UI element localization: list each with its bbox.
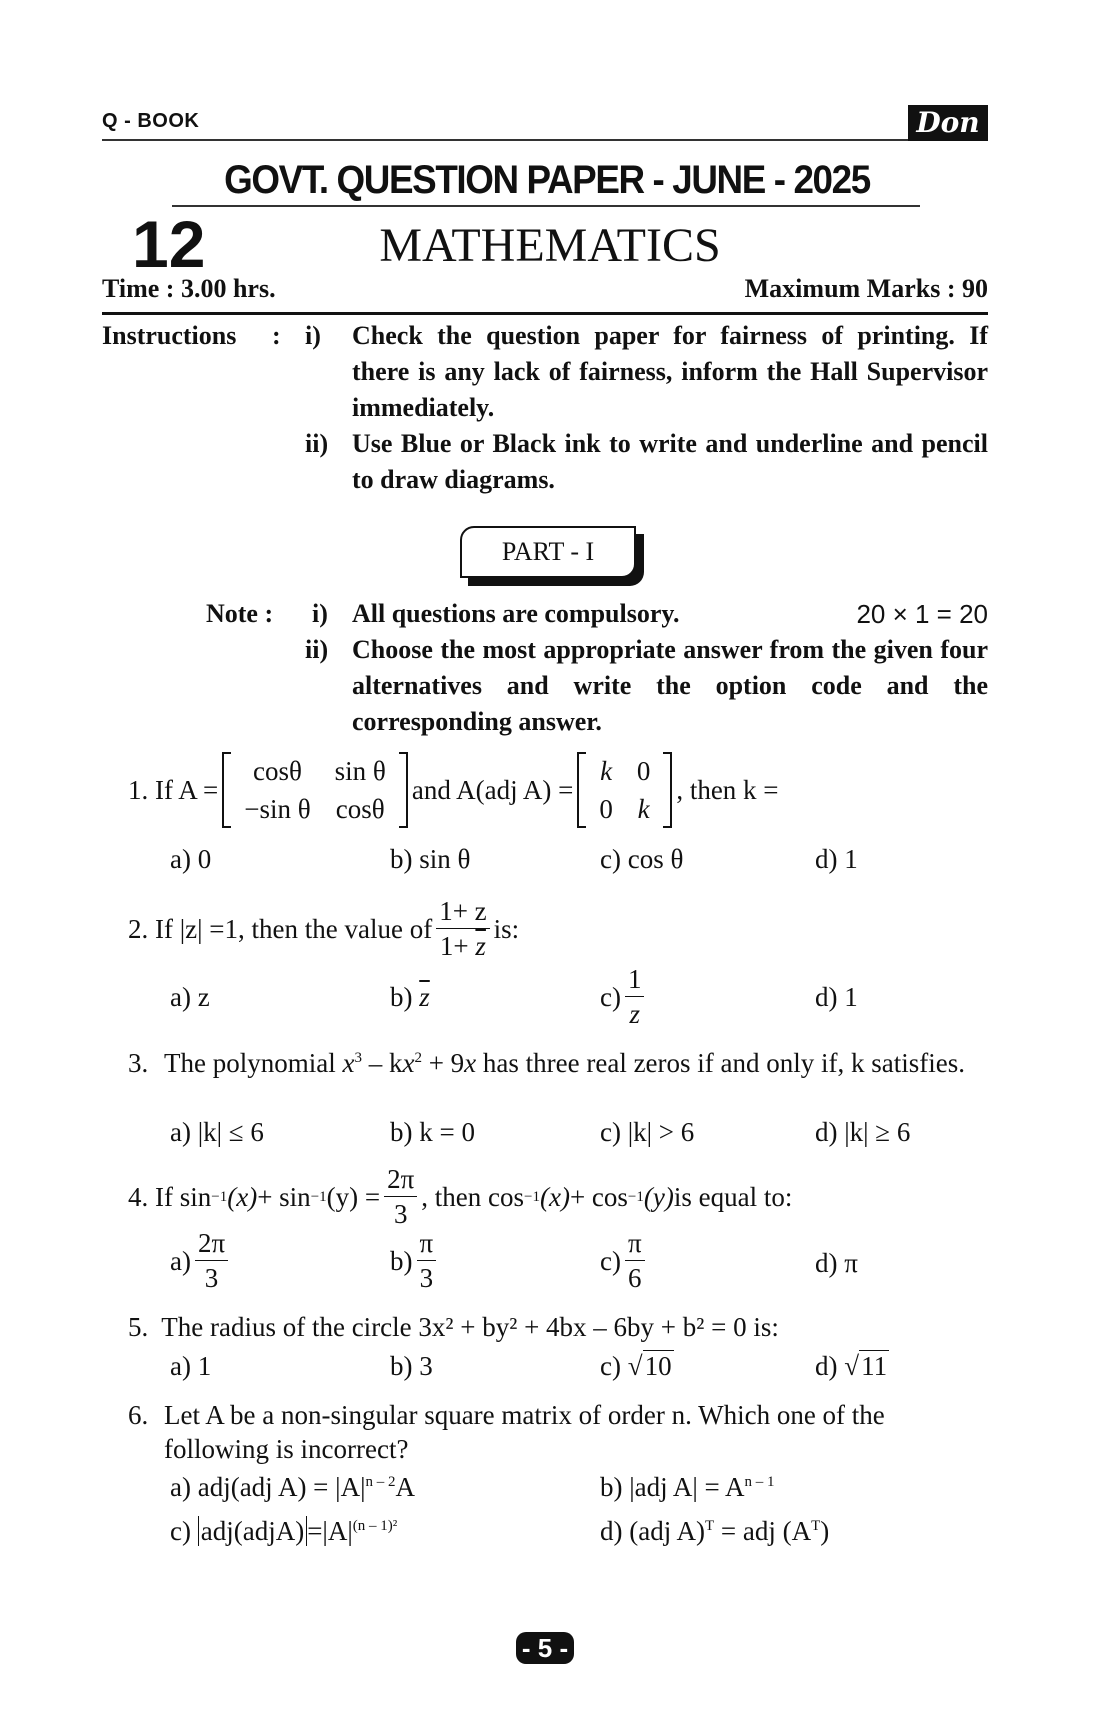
variable: x	[402, 1048, 415, 1078]
option-c: c) |k| > 6	[600, 1117, 695, 1147]
paper-title: GOVT. QUESTION PAPER - JUNE - 2025	[224, 158, 870, 202]
option-d: d) 1	[815, 844, 858, 874]
square-root: √11	[844, 1351, 888, 1381]
determinant: adj(adjA)	[198, 1516, 307, 1546]
fraction	[436, 896, 489, 961]
exponent: 2	[414, 1050, 422, 1066]
fraction	[417, 1228, 437, 1293]
option-d: d) |k| ≥ 6	[815, 1117, 911, 1147]
question-number: 3.	[128, 1048, 149, 1078]
exponent: T	[811, 1518, 821, 1534]
variable: (x)	[539, 1181, 570, 1212]
denominator-text: 1+	[439, 931, 476, 961]
note-item: All questions are compulsory.	[352, 599, 680, 628]
question-2	[128, 896, 519, 961]
option-label: a)	[170, 1245, 191, 1276]
question-number: 1.	[128, 775, 149, 805]
question-text: Let A be a non-singular square matrix of order n. Which one of the following is incorrect?	[164, 1400, 885, 1464]
text-segment: A	[395, 1472, 415, 1502]
question-number: 6.	[128, 1400, 149, 1430]
option-label: d)	[815, 1248, 838, 1278]
text-segment: =|A|	[307, 1516, 353, 1546]
matrix-cell: sin θ	[334, 756, 386, 786]
exam-time: Time : 3.00 hrs.	[102, 274, 276, 303]
option-c	[600, 1349, 674, 1383]
option-value: π	[844, 1248, 858, 1278]
matrix-cell: cosθ	[252, 756, 302, 786]
question-number: 5.	[128, 1312, 149, 1342]
option-a: a) |k| ≤ 6	[170, 1117, 264, 1147]
question-4: 4. If sin −1 (x) + sin −1 (y) = $\frac{2\pi}{3}$ , then cos −1 (x) + cos −1 (y) is equal to:	[128, 1164, 793, 1229]
square-root: √10	[627, 1351, 672, 1381]
question-text: If A =	[155, 775, 219, 805]
text-segment: (y) =	[326, 1181, 381, 1212]
fraction	[625, 964, 645, 1029]
option-label: c)	[600, 1351, 621, 1381]
exponent: n – 2	[365, 1474, 396, 1490]
variable: (y)	[643, 1181, 674, 1212]
question-number: 2.	[128, 913, 149, 944]
note-label: Note :	[206, 599, 274, 628]
text-segment: – k	[361, 1048, 403, 1078]
option-a: a) 0	[170, 844, 212, 874]
variable: x	[464, 1048, 477, 1078]
text-segment: + sin	[257, 1181, 311, 1212]
matrix-adj	[577, 752, 672, 828]
publisher-logo: Don	[908, 105, 988, 141]
option-b	[390, 980, 430, 1014]
exponent: 3	[354, 1050, 362, 1066]
question-6	[128, 1398, 988, 1466]
text-segment: The polynomial	[164, 1048, 343, 1078]
text-segment: , then cos	[421, 1181, 524, 1212]
matrix-cell: k	[637, 794, 650, 824]
text-segment: a) adj(adj A) = |A|	[170, 1472, 366, 1502]
option-c	[600, 964, 648, 1029]
header-rule	[102, 139, 988, 141]
question-text: If |z| =1, then the value of	[155, 913, 433, 944]
question-text: , then k =	[676, 775, 779, 805]
note-num: ii)	[305, 635, 329, 664]
numerator: 1	[625, 964, 645, 997]
option-a: a) 1	[170, 1351, 212, 1381]
option-b: b) 3	[390, 1351, 433, 1381]
numerator: π	[625, 1228, 645, 1261]
denominator: 3	[419, 1263, 434, 1293]
fraction	[195, 1228, 228, 1293]
option-a: a) z	[170, 982, 210, 1012]
radicand: 11	[861, 1351, 888, 1381]
note-num: i)	[312, 599, 328, 628]
numerator: π	[417, 1228, 437, 1261]
question-text: The radius of the circle 3x² + by² + 4bx – 6by + b² = 0 is:	[161, 1312, 779, 1342]
exponent: T	[704, 1518, 715, 1534]
denominator: 3	[393, 1199, 408, 1229]
variable: (x)	[227, 1181, 258, 1212]
option-d	[815, 1246, 858, 1280]
denominator: z	[629, 999, 640, 1029]
numerator: 2π	[384, 1164, 417, 1197]
part-marks: 20 × 1 = 20	[856, 599, 988, 629]
option-label: c)	[600, 1245, 621, 1276]
exponent: n – 1	[744, 1474, 775, 1490]
text-segment: has three real zeros if and only if, k satisfies.	[476, 1048, 965, 1078]
question-text	[164, 1046, 965, 1080]
numerator: 1+ z	[436, 896, 489, 929]
option-label: c)	[600, 981, 621, 1012]
option-b	[390, 1228, 440, 1293]
option-b: b) sin θ	[390, 844, 471, 874]
instruction-num: ii)	[305, 429, 329, 458]
grade-number: 12	[132, 207, 206, 281]
section-rule	[102, 312, 988, 315]
denominator: 3	[204, 1263, 219, 1293]
text-segment: c)	[170, 1516, 198, 1546]
option-c	[170, 1514, 397, 1548]
option-a	[170, 1470, 415, 1504]
option-c: c) cos θ	[600, 844, 684, 874]
text-segment: + 9	[421, 1048, 465, 1078]
question-3	[128, 1046, 988, 1080]
option-d	[815, 1349, 889, 1383]
text-segment: = adj (A	[714, 1516, 812, 1546]
option-d	[600, 1514, 829, 1548]
numerator: 2π	[195, 1228, 228, 1261]
fraction	[384, 1164, 417, 1229]
matrix-cell: cosθ	[335, 794, 385, 824]
denominator: 6	[628, 1263, 642, 1293]
option-label: b)	[390, 1245, 413, 1276]
note-item: Choose the most appropriate answer from the given four alternatives and write the option code and the corresponding answer.	[352, 635, 988, 736]
option-b	[600, 1470, 775, 1504]
radicand: 10	[644, 1351, 672, 1381]
exponent: (n – 1)²	[352, 1518, 398, 1534]
matrix-a	[222, 752, 408, 828]
matrix-cell: k	[600, 756, 613, 786]
option-label: b)	[390, 982, 413, 1012]
question-number: 4.	[128, 1181, 149, 1212]
question-1	[128, 752, 779, 828]
text-segment: b) |adj A| = A	[600, 1472, 745, 1502]
question-text: and A(adj A) =	[411, 775, 574, 805]
text-segment: If sin	[155, 1181, 212, 1212]
option-b: b) k = 0	[390, 1117, 475, 1147]
max-marks: Maximum Marks : 90	[744, 274, 988, 303]
variable: x	[342, 1048, 355, 1078]
option-a	[170, 1228, 232, 1293]
instruction-num: i)	[305, 321, 321, 350]
text-segment: )	[820, 1516, 830, 1546]
option-label: d)	[815, 1351, 838, 1381]
instructions-colon: :	[272, 321, 281, 350]
fraction	[625, 1228, 645, 1293]
text-segment: + cos	[569, 1181, 628, 1212]
instruction-item: Check the question paper for fairness of printing. If there is any lack of fairness, inform the Hall Supervisor immediately.	[352, 321, 988, 422]
title-underline	[172, 205, 920, 207]
z-conjugate: $\overline{z}$	[475, 931, 486, 961]
subject-title: MATHEMATICS	[379, 219, 721, 272]
book-label: Q - BOOK	[102, 110, 200, 132]
text-segment: is equal to:	[673, 1181, 793, 1212]
text-segment: d) (adj A)	[600, 1516, 705, 1546]
instruction-item: Use Blue or Black ink to write and underline and pencil to draw diagrams.	[352, 429, 988, 494]
question-text: is:	[493, 913, 520, 944]
option-d: d) 1	[815, 982, 858, 1012]
part-heading: PART - I	[460, 526, 636, 578]
z-conjugate: $\overline{z}$	[419, 982, 430, 1012]
matrix-cell: −sin θ	[244, 794, 311, 824]
page-number: - 5 -	[516, 1632, 574, 1664]
matrix-cell: 0	[599, 794, 613, 824]
matrix-cell: 0	[636, 756, 651, 786]
question-5	[128, 1310, 779, 1344]
instructions-label: Instructions	[102, 321, 237, 350]
option-c	[600, 1228, 649, 1293]
denominator	[440, 929, 486, 961]
